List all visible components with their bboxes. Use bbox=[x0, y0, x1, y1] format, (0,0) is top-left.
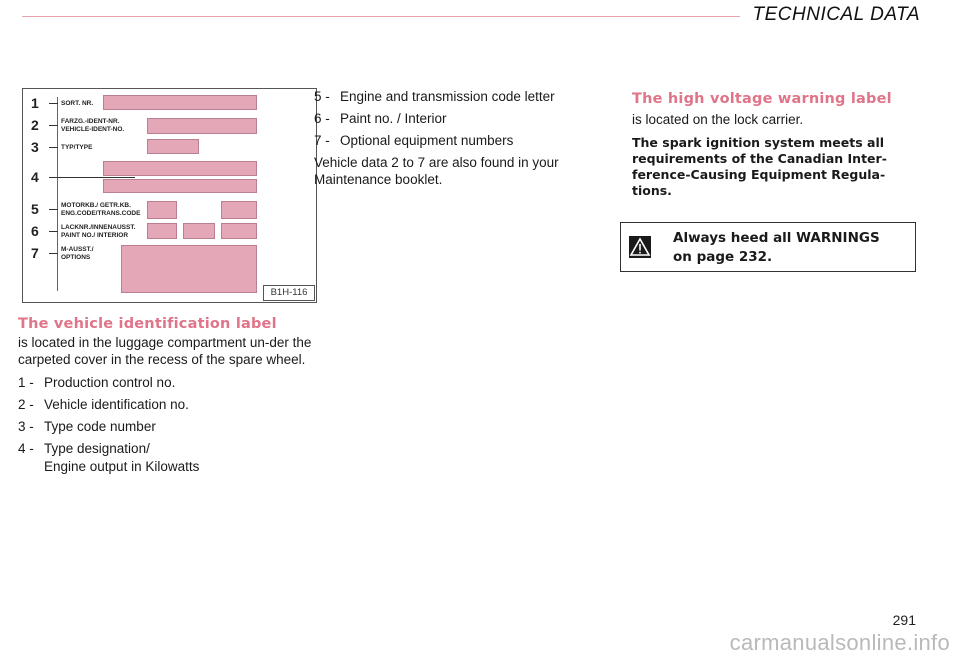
figure-number-5: 5 bbox=[31, 201, 39, 217]
figure-tick bbox=[49, 125, 58, 126]
label-sort-nr: SORT. NR. bbox=[61, 100, 94, 107]
label-ident-de: FARZG.-IDENT-NR. bbox=[61, 118, 120, 125]
field-paint-no bbox=[147, 223, 177, 239]
list-item: 1 - Production control no. bbox=[18, 375, 176, 390]
field-interior-1 bbox=[183, 223, 215, 239]
warning-box bbox=[620, 222, 916, 272]
figure-number-2: 2 bbox=[31, 117, 39, 133]
figure-tick bbox=[49, 253, 58, 254]
label-motor-de: MOTORKB./ GETR.KB. bbox=[61, 202, 131, 209]
warning-text: Always heed all WARNINGS on page 232. bbox=[673, 230, 880, 265]
field-sort-nr bbox=[103, 95, 257, 110]
field-interior-2 bbox=[221, 223, 257, 239]
figure-number-1: 1 bbox=[31, 95, 39, 111]
figure-guide-line bbox=[57, 97, 58, 291]
label-motor-en: ENG.CODE/TRANS.CODE bbox=[61, 210, 141, 217]
figure-code: B1H-116 bbox=[263, 285, 315, 301]
high-voltage-section bbox=[632, 91, 922, 199]
label-options-de: M-AUSST./ bbox=[61, 246, 94, 253]
middle-column bbox=[314, 88, 614, 188]
maintenance-note: Vehicle data 2 to 7 are also found in your Maintenance booklet. bbox=[314, 155, 559, 187]
high-voltage-text: is located on the lock carrier. bbox=[632, 112, 804, 127]
label-paint-en: PAINT NO./ INTERIOR bbox=[61, 232, 129, 239]
list-item: 6 - Paint no. / Interior bbox=[314, 111, 447, 126]
list-item: 5 - Engine and transmission code letter bbox=[314, 89, 555, 104]
warning-triangle-icon bbox=[629, 236, 651, 258]
figure-tick bbox=[49, 231, 58, 232]
figure-number-6: 6 bbox=[31, 223, 39, 239]
vehicle-label-list bbox=[18, 374, 318, 476]
vehicle-label-heading: The vehicle identification label bbox=[18, 316, 277, 332]
list-item: 3 - Type code number bbox=[18, 419, 156, 434]
field-type-designation-2 bbox=[103, 179, 257, 193]
field-trans-code bbox=[221, 201, 257, 219]
figure-number-3: 3 bbox=[31, 139, 39, 155]
label-options-en: OPTIONS bbox=[61, 254, 91, 261]
label-typ: TYP/TYPE bbox=[61, 144, 93, 151]
vehicle-label-figure bbox=[22, 88, 317, 303]
vehicle-label-section bbox=[18, 316, 318, 476]
field-vehicle-ident bbox=[147, 118, 257, 134]
field-type-designation-1 bbox=[103, 161, 257, 176]
figure-number-4: 4 bbox=[31, 169, 39, 185]
spark-ignition-note: The spark ignition system meets all requirements of the Canadian Inter-ference-Causing Equipment Regula-tions. bbox=[632, 135, 887, 198]
field-engine-code bbox=[147, 201, 177, 219]
high-voltage-heading: The high voltage warning label bbox=[632, 91, 892, 107]
page-number: 291 bbox=[892, 612, 916, 628]
header-rule bbox=[22, 16, 740, 17]
figure-tick bbox=[49, 103, 58, 104]
figure-tick bbox=[49, 147, 58, 148]
list-item: 4 - Type designation/ Engine output in Kilowatts bbox=[18, 441, 200, 474]
figure-tick bbox=[49, 209, 58, 210]
watermark: carmanualsonline.info bbox=[729, 630, 950, 655]
figure-number-7: 7 bbox=[31, 245, 39, 261]
figure-tick bbox=[49, 177, 135, 178]
label-ident-en: VEHICLE-IDENT-NO. bbox=[61, 126, 125, 133]
label-paint-de: LACKNR./INNENAUSST. bbox=[61, 224, 136, 231]
field-type bbox=[147, 139, 199, 154]
vehicle-label-intro: is located in the luggage compartment un-der the carpeted cover in the recess of the spare wheel. bbox=[18, 335, 312, 367]
field-options bbox=[121, 245, 257, 293]
page-header-title: TECHNICAL DATA bbox=[752, 4, 920, 25]
list-item: 7 - Optional equipment numbers bbox=[314, 133, 514, 148]
list-item: 2 - Vehicle identification no. bbox=[18, 397, 189, 412]
